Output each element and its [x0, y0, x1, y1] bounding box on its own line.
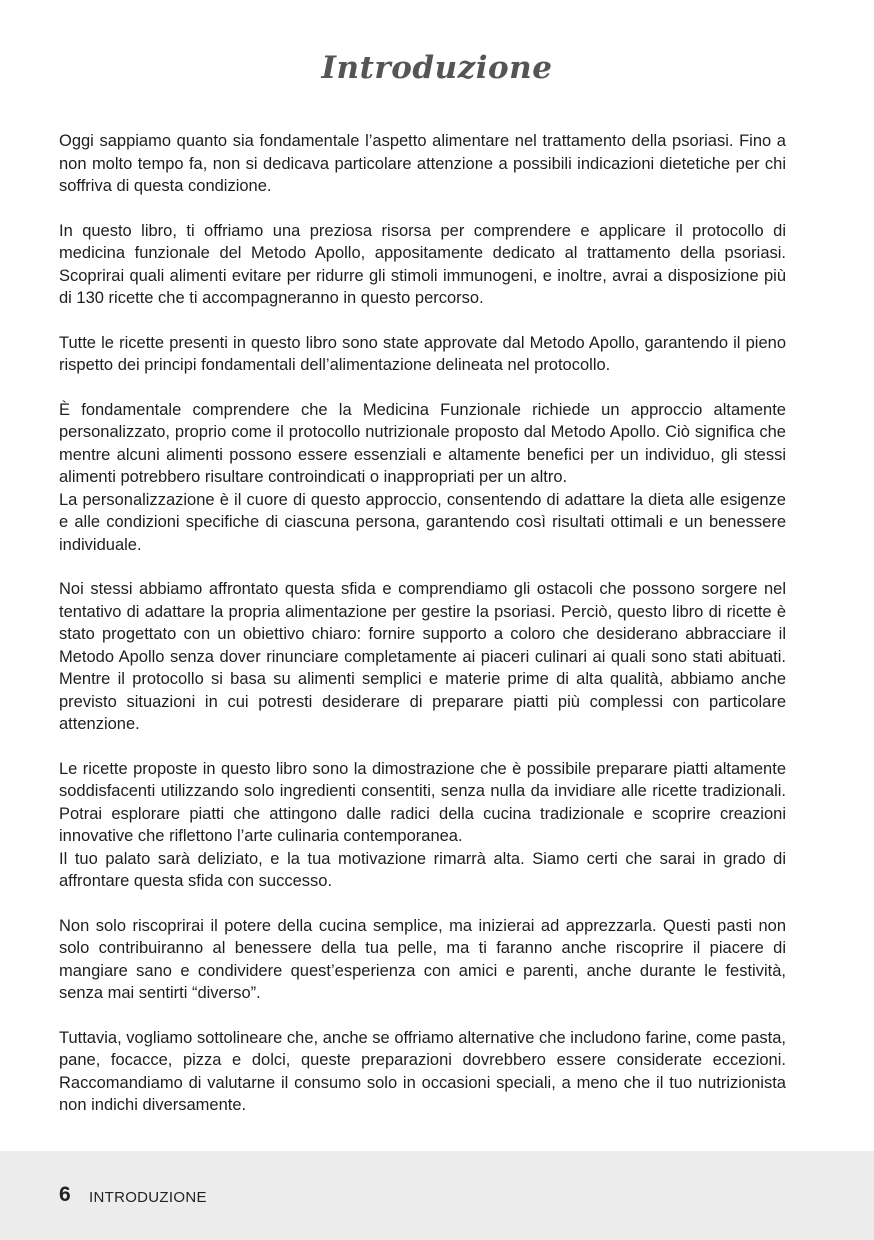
paragraph-text: Il tuo palato sarà deliziato, e la tua motivazione rimarrà alta. Siamo certi che sarai in grado di affrontare questa sfida con successo.	[59, 849, 786, 890]
running-section-title: INTRODUZIONE	[89, 1189, 207, 1206]
paragraph	[59, 578, 786, 736]
paragraph-text: La personalizzazione è il cuore di questo approccio, consentendo di adattare la dieta alle esigenze e alle condizioni specifiche di ciascuna persona, garantendo così risultati ottimali e un benessere individuale.	[59, 490, 786, 554]
paragraph-text: Noi stessi abbiamo affrontato questa sfida e comprendiamo gli ostacoli che possono sorgere nel tentativo di adattare la propria alimentazione per gestire la psoriasi. Perciò, questo libro di ricette è stato progettato con un obiettivo chiaro: fornire supporto a coloro che desiderano abbracciare il Metodo Apollo senza dover rinunciare completamente ai piaceri culinari ai quali sono stati abituati. Mentre il protocollo si basa su alimenti semplici e materie prime di alta qualità, abbiamo anche previsto situazioni in cui potresti desiderare di preparare piatti più complessi con particolare attenzione.	[59, 580, 786, 733]
page-title: Introduzione	[321, 50, 553, 86]
paragraph	[59, 1027, 786, 1117]
paragraph	[59, 332, 786, 377]
paragraph	[59, 220, 786, 310]
paragraph	[59, 915, 786, 1005]
page-footer	[0, 1151, 874, 1240]
paragraph-text: Tutte le ricette presenti in questo libro sono state approvate dal Metodo Apollo, garantendo il pieno rispetto dei principi fondamentali dell’alimentazione delineata nel protocollo.	[59, 333, 786, 374]
paragraph-text: Non solo riscoprirai il potere della cucina semplice, ma inizierai ad apprezzarla. Questi pasti non solo contribuiranno al benessere della tua pelle, ma ti faranno anche riscoprire il piacere di mangiare sano e condividere quest’esperienza con amici e parenti, anche durante le festività, senza mai sentirti “diverso”.	[59, 916, 786, 1002]
page-number: 6	[59, 1183, 71, 1206]
paragraph-text: Le ricette proposte in questo libro sono la dimostrazione che è possibile preparare piatti altamente soddisfacenti utilizzando solo ingredienti consentiti, senza nulla da invidiare alle ricette tradizionali. Potrai esplorare piatti che attingono dalle radici della cucina tradizionale e scoprire creazioni innovative che riflettono l’arte culinaria contemporanea.	[59, 759, 786, 845]
paragraph	[59, 758, 786, 893]
paragraph-text: In questo libro, ti offriamo una preziosa risorsa per comprendere e applicare il protocollo di medicina funzionale del Metodo Apollo, appositamente dedicato al trattamento della psoriasi. Scoprirai quali alimenti evitare per ridurre gli stimoli immunogeni, e inoltre, avrai a disposizione più di 130 ricette che ti accompagneranno in questo percorso.	[59, 221, 786, 307]
paragraph	[59, 399, 786, 557]
paragraph	[59, 130, 786, 198]
paragraph-text: Tuttavia, vogliamo sottolineare che, anche se offriamo alternative che includono farine, come pasta, pane, focacce, pizza e dolci, queste preparazioni dovrebbero essere considerate eccezioni. Raccomandiamo di valutarne il consumo solo in occasioni speciali, a meno che il tuo nutrizionista non indichi diversamente.	[59, 1028, 786, 1114]
paragraph-text: Oggi sappiamo quanto sia fondamentale l’aspetto alimentare nel trattamento della psoriasi. Fino a non molto tempo fa, non si dedicava particolare attenzione a possibili indicazioni dietetiche per chi soffriva di questa condizione.	[59, 132, 786, 195]
body-text	[59, 130, 786, 1139]
paragraph-text: È fondamentale comprendere che la Medicina Funzionale richiede un approccio altamente personalizzato, proprio come il protocollo nutrizionale proposto dal Metodo Apollo. Ciò significa che mentre alcuni alimenti possono essere essenziali e altamente benefici per un individuo, gli stessi alimenti potrebbero risultare controindicati o inappropriati per un altro.	[59, 400, 786, 486]
